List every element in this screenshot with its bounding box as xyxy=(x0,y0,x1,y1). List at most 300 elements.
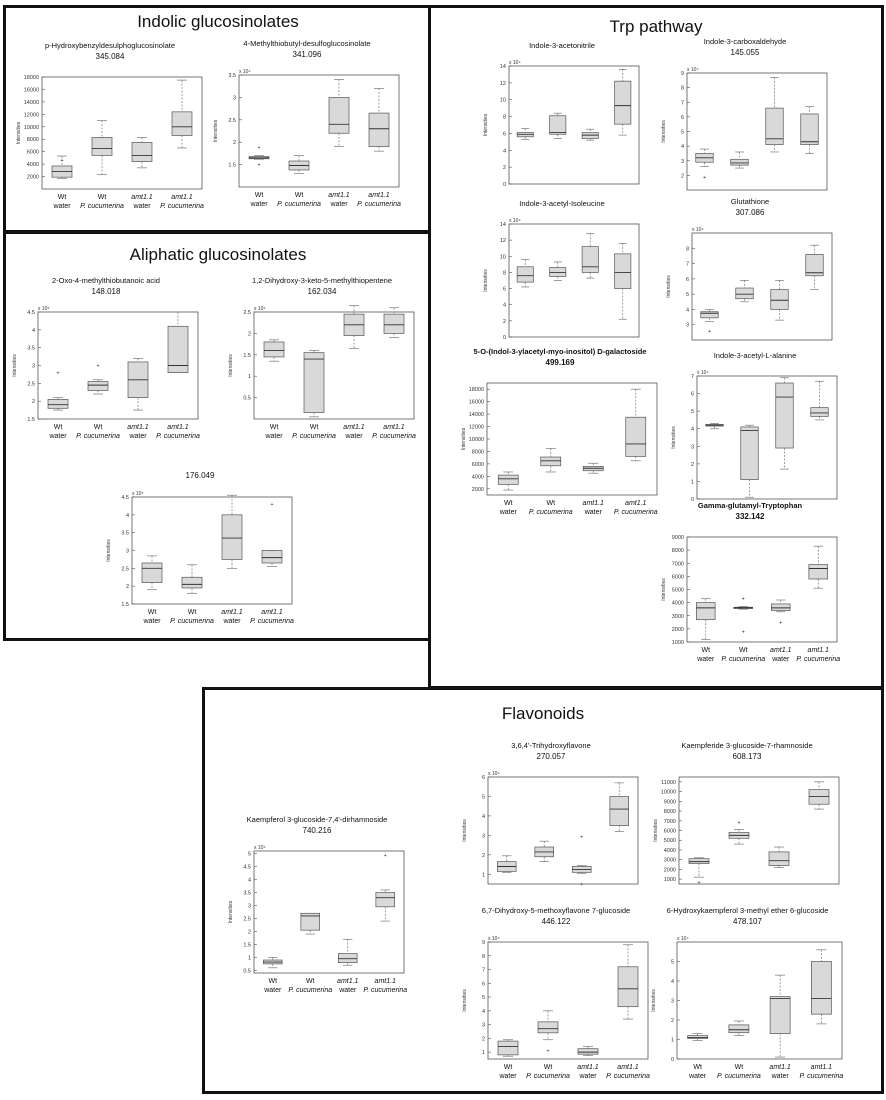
x-category-line1: amt1.1 xyxy=(625,500,647,507)
y-tick-label: 4 xyxy=(247,877,251,884)
y-tick-label: 16000 xyxy=(23,87,39,94)
y-axis-exponent: x 10⁴ xyxy=(254,306,266,312)
y-tick-label: 4000 xyxy=(663,847,676,854)
y-tick-label: 2000 xyxy=(26,174,39,181)
box-iqr xyxy=(338,954,357,963)
box-iqr xyxy=(615,81,631,124)
x-category-line1: amt1.1 xyxy=(770,647,792,654)
x-category-line2: water xyxy=(772,656,790,663)
y-tick-label: 10000 xyxy=(660,789,676,796)
y-tick-label: 8 xyxy=(502,270,506,277)
x-category-line2: water xyxy=(339,987,357,994)
chart-title: Kaempferide 3-glucoside-7-rhamnoside xyxy=(681,741,813,750)
x-category-line2: P. cucumerina xyxy=(526,1073,570,1080)
chart-indolylacetyl-inositol-galactoside xyxy=(455,346,665,521)
y-tick-label: 8 xyxy=(481,953,485,960)
y-tick-label: 11000 xyxy=(661,779,676,786)
box-iqr xyxy=(731,159,749,165)
y-tick-label: 1 xyxy=(481,1050,485,1057)
y-tick-label: 2 xyxy=(502,318,506,325)
chart-mz: 162.034 xyxy=(307,287,337,296)
box-iqr xyxy=(701,312,719,318)
x-category-line1: amt1.1 xyxy=(577,1064,599,1071)
x-category-line2: water xyxy=(330,201,348,208)
x-category-line1: Wt xyxy=(269,424,279,431)
y-tick-label: 1 xyxy=(247,374,251,381)
y-tick-label: 4000 xyxy=(671,600,684,607)
y-tick-label: 1.5 xyxy=(243,942,251,949)
box-iqr xyxy=(811,962,831,1015)
y-tick-label: 2.5 xyxy=(121,566,129,573)
y-tick-label: 7 xyxy=(481,967,485,974)
y-tick-label: 3 xyxy=(125,548,129,555)
outlier-point: + xyxy=(697,880,701,887)
y-tick-label: 1 xyxy=(247,955,251,962)
y-tick-label: 3.5 xyxy=(121,530,129,537)
chart-title: Indole-3-acetonitrile xyxy=(529,41,595,50)
y-tick-label: 5 xyxy=(690,409,694,416)
chart-4-methylthiobutyl xyxy=(207,38,407,213)
y-axis-label: Intensities xyxy=(671,426,677,449)
plot-frame xyxy=(692,233,832,340)
outlier-point: + xyxy=(60,157,64,164)
y-tick-label: 6 xyxy=(502,131,506,138)
x-category-line1: amt1.1 xyxy=(127,424,149,431)
y-axis-exponent: x 10⁴ xyxy=(509,60,521,66)
x-category-line1: Wt xyxy=(503,1064,513,1071)
x-category-line1: Wt xyxy=(93,424,103,431)
y-tick-label: 4 xyxy=(685,307,689,314)
y-tick-label: 5000 xyxy=(671,587,684,594)
y-tick-label: 7 xyxy=(680,100,684,107)
y-tick-label: 10 xyxy=(499,97,506,104)
y-tick-label: 9000 xyxy=(671,535,684,541)
x-category-line2: water xyxy=(689,1073,707,1080)
y-tick-label: 8000 xyxy=(471,449,484,456)
y-tick-label: 2.5 xyxy=(243,916,251,923)
y-tick-label: 2.5 xyxy=(27,381,35,388)
y-tick-label: 3000 xyxy=(671,613,684,620)
outlier-point: + xyxy=(383,852,387,859)
x-category-line2: water xyxy=(129,433,147,440)
chart-title: p-Hydroxybenzyldesulphoglucosinolate xyxy=(44,41,176,50)
outlier-point: + xyxy=(580,882,584,888)
box-iqr xyxy=(262,551,282,563)
x-category-line1: amt1.1 xyxy=(368,192,390,199)
y-tick-label: 14000 xyxy=(23,99,39,106)
y-tick-label: 4 xyxy=(481,813,485,820)
x-category-line1: Wt xyxy=(503,500,513,507)
x-category-line2: P. cucumerina xyxy=(372,433,416,440)
y-tick-label: 3 xyxy=(481,1022,485,1029)
box-iqr xyxy=(172,112,192,136)
box-iqr xyxy=(541,457,561,466)
y-tick-label: 14 xyxy=(499,222,506,228)
x-category-line2: water xyxy=(223,618,241,625)
y-tick-label: 2 xyxy=(502,165,506,172)
x-category-line1: amt1.1 xyxy=(328,192,350,199)
y-tick-label: 12 xyxy=(499,80,506,87)
chart-title: 2-Oxo-4-methylthiobutanoic acid xyxy=(52,276,160,285)
chart-title: Kaempferol 3-glucoside-7,4'-dirhamnoside xyxy=(246,815,388,824)
x-category-line2: water xyxy=(499,509,517,516)
box-iqr xyxy=(689,859,709,864)
y-axis-exponent: x 10⁴ xyxy=(509,218,521,224)
x-category-line1: Wt xyxy=(543,1064,553,1071)
box-iqr xyxy=(696,603,715,620)
chart-glutathione xyxy=(660,196,840,346)
y-axis-label: Intensities xyxy=(213,119,219,143)
box-iqr xyxy=(264,342,284,357)
box-iqr xyxy=(809,565,828,579)
y-tick-label: 9000 xyxy=(663,799,676,806)
box-iqr xyxy=(132,142,152,161)
y-tick-label: 2 xyxy=(680,173,684,180)
x-category-line2: water xyxy=(345,433,363,440)
y-tick-label: 7 xyxy=(685,261,689,268)
box-iqr xyxy=(582,247,598,273)
y-tick-label: 4 xyxy=(502,302,506,309)
chart-mz: 332.142 xyxy=(735,512,765,521)
box-iqr xyxy=(304,353,324,413)
outlier-point: + xyxy=(702,174,707,181)
box-iqr xyxy=(626,417,646,456)
x-category-line1: amt1.1 xyxy=(343,424,365,431)
y-tick-label: 2000 xyxy=(471,486,484,493)
y-tick-label: 1.5 xyxy=(243,352,251,359)
y-axis-exponent: x 10⁴ xyxy=(488,936,500,942)
x-category-line2: water xyxy=(49,433,67,440)
y-tick-label: 5 xyxy=(685,292,689,299)
y-tick-label: 18000 xyxy=(23,75,39,81)
outlier-point: + xyxy=(707,328,712,335)
y-tick-label: 3 xyxy=(670,998,674,1005)
y-tick-label: 6 xyxy=(690,391,694,398)
chart-mz: 740.216 xyxy=(302,826,332,835)
y-tick-label: 3 xyxy=(690,444,694,451)
y-tick-label: 8000 xyxy=(26,137,39,144)
y-tick-label: 1 xyxy=(670,1037,674,1044)
y-tick-label: 6000 xyxy=(663,828,676,835)
y-tick-label: 3 xyxy=(685,322,689,329)
y-axis-exponent: x 10⁴ xyxy=(692,227,704,233)
x-category-line1: Wt xyxy=(97,194,107,201)
chart-mz: 341.096 xyxy=(292,50,322,59)
x-category-line1: Wt xyxy=(734,1064,744,1071)
box-iqr xyxy=(182,577,202,588)
x-category-line1: amt1.1 xyxy=(383,424,405,431)
x-category-line1: amt1.1 xyxy=(769,1064,791,1071)
y-tick-label: 1000 xyxy=(663,877,676,884)
y-tick-label: 5 xyxy=(247,851,251,858)
y-axis-exponent: x 10⁴ xyxy=(239,69,251,75)
x-category-line2: P. cucumerina xyxy=(156,433,200,440)
outlier-point: + xyxy=(779,620,783,627)
box-iqr xyxy=(92,137,112,155)
box-iqr xyxy=(550,116,566,135)
plot-frame xyxy=(697,376,837,499)
x-category-line1: amt1.1 xyxy=(374,978,396,985)
chart-title: 6-Hydroxykaempferol 3-methyl ether 6-glucoside xyxy=(666,906,829,915)
y-tick-label: 6 xyxy=(685,276,689,283)
chart-title: 4-Methylthiobutyl-desulfoglucosinolate xyxy=(243,39,371,48)
box-iqr xyxy=(498,1041,518,1055)
panel-title-flavonoids: Flavonoids xyxy=(501,704,585,723)
y-tick-label: 2 xyxy=(232,140,236,147)
y-axis-exponent: x 10⁴ xyxy=(254,845,266,851)
chart-mz: 345.084 xyxy=(95,52,125,61)
x-category-line1: Wt xyxy=(254,192,264,199)
x-category-line1: amt1.1 xyxy=(810,1064,833,1071)
y-axis-label: Intensities xyxy=(462,819,468,842)
chart-p-hydroxybenzyl xyxy=(10,40,210,215)
y-tick-label: 1 xyxy=(481,872,485,879)
y-tick-label: 3 xyxy=(680,158,684,165)
box-iqr xyxy=(618,967,638,1007)
x-category-line2: P. cucumerina xyxy=(277,201,321,208)
x-category-line2: P. cucumerina xyxy=(716,1073,761,1080)
x-category-line1: Wt xyxy=(309,424,319,431)
y-tick-label: 3.5 xyxy=(228,73,236,79)
y-tick-label: 5000 xyxy=(663,838,676,845)
chart-title: Indole-3-carboxaldehyde xyxy=(703,37,787,46)
box-iqr xyxy=(615,254,631,289)
x-category-line1: amt1.1 xyxy=(131,194,153,201)
y-tick-label: 8 xyxy=(680,85,684,92)
y-axis-exponent: x 10⁴ xyxy=(697,370,709,376)
y-tick-label: 4.5 xyxy=(27,310,35,316)
chart-dihydroxy-keto xyxy=(222,275,422,445)
box-iqr xyxy=(770,997,790,1034)
chart-176 xyxy=(100,470,300,630)
box-iqr xyxy=(771,290,789,310)
y-tick-label: 4 xyxy=(502,148,506,155)
x-category-line1: Wt xyxy=(693,1064,702,1071)
box-iqr xyxy=(688,1036,708,1039)
chart-mz: 145.055 xyxy=(730,48,760,57)
x-category-line2: water xyxy=(771,1073,789,1080)
box-iqr xyxy=(776,383,794,448)
y-tick-label: 5 xyxy=(670,959,674,966)
chart-title: Glutathione xyxy=(730,197,770,206)
x-category-line1: Wt xyxy=(53,424,63,431)
y-tick-label: 2 xyxy=(481,852,485,859)
y-tick-label: 4 xyxy=(31,327,35,334)
x-category-line2: water xyxy=(143,618,161,625)
y-tick-label: 2.5 xyxy=(243,310,251,316)
chart-title: Indole-3-acetyl-Isoleucine xyxy=(519,199,605,208)
panel-title-trp: Trp pathway xyxy=(609,17,703,36)
x-category-line2: P. cucumerina xyxy=(528,509,573,516)
y-tick-label: 3 xyxy=(31,363,35,370)
box-iqr xyxy=(801,114,819,145)
chart-2-oxo-4-methylthiobutanoic xyxy=(6,275,206,445)
chart-mz: 270.057 xyxy=(536,752,566,761)
chart-indole-carboxaldehyde xyxy=(655,36,835,196)
x-category-line1: amt1.1 xyxy=(807,647,829,654)
panel-title-indolic: Indolic glucosinolates xyxy=(137,12,299,31)
y-axis-label: Intensities xyxy=(106,539,112,562)
y-tick-label: 7000 xyxy=(663,818,676,825)
x-category-line2: P. cucumerina xyxy=(80,203,124,210)
y-tick-label: 10000 xyxy=(468,437,484,443)
chart-title: 3,6,4'-Trihydroxyflavone xyxy=(511,741,591,750)
y-tick-label: 16000 xyxy=(468,399,484,406)
y-tick-label: 3.5 xyxy=(243,890,251,897)
y-tick-label: 9 xyxy=(680,71,684,77)
x-category-line2: P. cucumerina xyxy=(76,433,120,440)
y-tick-label: 2 xyxy=(670,1018,674,1024)
y-tick-label: 12000 xyxy=(23,112,39,119)
chart-mz: 307.086 xyxy=(735,208,765,217)
panel-title-aliphatic: Aliphatic glucosinolates xyxy=(129,245,307,264)
y-tick-label: 8000 xyxy=(671,548,684,555)
chart-title: 1,2-Dihydroxy-3-keto-5-methylthiopentene xyxy=(251,276,393,285)
y-tick-label: 0.5 xyxy=(243,395,251,402)
x-category-line2: P. cucumerina xyxy=(613,509,658,516)
x-category-line2: P. cucumerina xyxy=(799,1073,844,1080)
x-category-line1: Wt xyxy=(187,609,197,616)
chart-title: Indole-3-acetyl-L-alanine xyxy=(713,351,797,360)
y-tick-label: 10000 xyxy=(23,124,39,131)
chart-title: 5-O-(Indol-3-ylacetyl-myo-inositol) D-galactoside xyxy=(473,347,647,356)
chart-title: Gamma-glutamyl-Tryptophan xyxy=(697,501,803,510)
y-axis-exponent: x 10⁴ xyxy=(687,67,699,73)
y-tick-label: 2 xyxy=(247,929,251,936)
y-tick-label: 12000 xyxy=(468,424,484,431)
chart-gamma-glutamyl-tryptophan xyxy=(655,500,845,668)
y-axis-label: Intensities xyxy=(228,900,234,924)
x-category-line1: Wt xyxy=(57,194,67,201)
x-category-line2: water xyxy=(584,509,602,516)
x-category-line2: water xyxy=(265,433,283,440)
box-iqr xyxy=(741,427,759,480)
y-tick-label: 7 xyxy=(690,374,694,380)
x-category-line2: P. cucumerina xyxy=(170,618,214,625)
y-tick-label: 2 xyxy=(481,1036,485,1043)
y-tick-label: 18000 xyxy=(468,387,484,394)
y-tick-label: 6 xyxy=(481,981,485,988)
y-tick-label: 3 xyxy=(481,833,485,840)
y-axis-label: Intensities xyxy=(653,819,659,842)
y-axis-label: Intensities xyxy=(228,354,234,377)
x-category-line2: P. cucumerina xyxy=(288,987,333,994)
outlier-point: + xyxy=(96,363,100,370)
y-tick-label: 2 xyxy=(31,399,35,406)
box-iqr xyxy=(769,852,789,866)
y-axis-label: Intensities xyxy=(661,578,667,601)
x-category-line2: water xyxy=(250,201,268,208)
y-axis-label: Intensities xyxy=(483,113,489,137)
y-tick-label: 8000 xyxy=(663,809,676,816)
x-category-line2: water xyxy=(53,203,71,210)
x-category-line1: amt1.1 xyxy=(261,609,283,616)
x-category-line2: P. cucumerina xyxy=(357,201,401,208)
y-axis-label: Intensities xyxy=(12,354,18,377)
y-axis-label: Intensities xyxy=(461,427,467,451)
outlier-point: + xyxy=(737,820,741,827)
y-tick-label: 7000 xyxy=(671,561,684,568)
y-tick-label: 4 xyxy=(680,144,684,151)
x-category-line2: P. cucumerina xyxy=(606,1073,650,1080)
y-tick-label: 5 xyxy=(680,129,684,136)
y-axis-exponent: x 10⁴ xyxy=(677,936,689,942)
chart-mz: 499.169 xyxy=(545,358,575,367)
y-tick-label: 8 xyxy=(685,246,689,253)
y-tick-label: 3 xyxy=(247,903,251,910)
box-iqr xyxy=(736,288,754,299)
y-tick-label: 2 xyxy=(125,584,129,591)
y-tick-label: 4.5 xyxy=(243,864,251,871)
y-axis-label: Intensities xyxy=(483,269,489,292)
x-category-line1: amt1.1 xyxy=(337,978,359,985)
outlier-point: + xyxy=(546,1048,550,1055)
y-tick-label: 14 xyxy=(499,64,506,70)
y-tick-label: 14000 xyxy=(468,412,484,419)
x-category-line2: water xyxy=(133,203,151,210)
box-iqr xyxy=(376,893,395,907)
x-category-line1: Wt xyxy=(268,978,278,985)
box-iqr xyxy=(809,790,829,805)
box-iqr xyxy=(498,475,518,484)
box-iqr xyxy=(222,515,242,560)
y-tick-label: 4 xyxy=(125,512,129,519)
chart-mz: 148.018 xyxy=(91,287,121,296)
y-tick-label: 2.5 xyxy=(228,117,236,124)
x-category-line1: Wt xyxy=(305,978,315,985)
x-category-line1: Wt xyxy=(546,500,556,507)
y-axis-exponent: x 10⁵ xyxy=(38,306,50,312)
box-iqr xyxy=(142,563,162,583)
box-iqr xyxy=(517,267,533,282)
chart-hydroxykaempferol-glucoside xyxy=(645,905,850,1085)
x-category-line1: amt1.1 xyxy=(221,609,243,616)
chart-kaempferide-rhamnoside xyxy=(647,740,847,890)
outlier-point: + xyxy=(257,162,261,169)
chart-indole-acetyl-isoleucine xyxy=(477,198,647,343)
y-tick-label: 1.5 xyxy=(121,602,129,608)
y-axis-exponent: x 10⁴ xyxy=(488,771,500,777)
y-tick-label: 0.5 xyxy=(243,968,251,975)
chart-trihydroxyflavone xyxy=(456,740,646,890)
y-tick-label: 3.5 xyxy=(27,345,35,352)
outlier-point: + xyxy=(741,629,745,636)
box-iqr xyxy=(48,399,68,408)
y-tick-label: 4 xyxy=(690,426,694,433)
y-tick-label: 0 xyxy=(502,182,506,188)
box-iqr xyxy=(610,796,629,825)
outlier-point: + xyxy=(580,834,584,841)
outlier-point: + xyxy=(56,370,60,377)
chart-mz: 478.107 xyxy=(733,917,762,926)
y-tick-label: 6000 xyxy=(671,574,684,581)
y-tick-label: 4000 xyxy=(471,474,484,481)
y-tick-label: 2000 xyxy=(671,626,684,633)
y-tick-label: 9 xyxy=(481,940,485,946)
x-category-line1: Wt xyxy=(147,609,157,616)
y-tick-label: 0 xyxy=(690,497,694,503)
y-tick-label: 1.5 xyxy=(228,162,236,169)
y-axis-label: Intensities xyxy=(666,275,672,298)
y-tick-label: 6 xyxy=(481,775,485,781)
y-tick-label: 3000 xyxy=(663,857,676,864)
y-tick-label: 12 xyxy=(499,238,506,245)
y-tick-label: 1.5 xyxy=(27,417,35,423)
plot-frame xyxy=(254,851,404,973)
y-tick-label: 1000 xyxy=(671,640,684,646)
box-iqr xyxy=(538,1022,558,1033)
x-category-line2: water xyxy=(499,1073,517,1080)
